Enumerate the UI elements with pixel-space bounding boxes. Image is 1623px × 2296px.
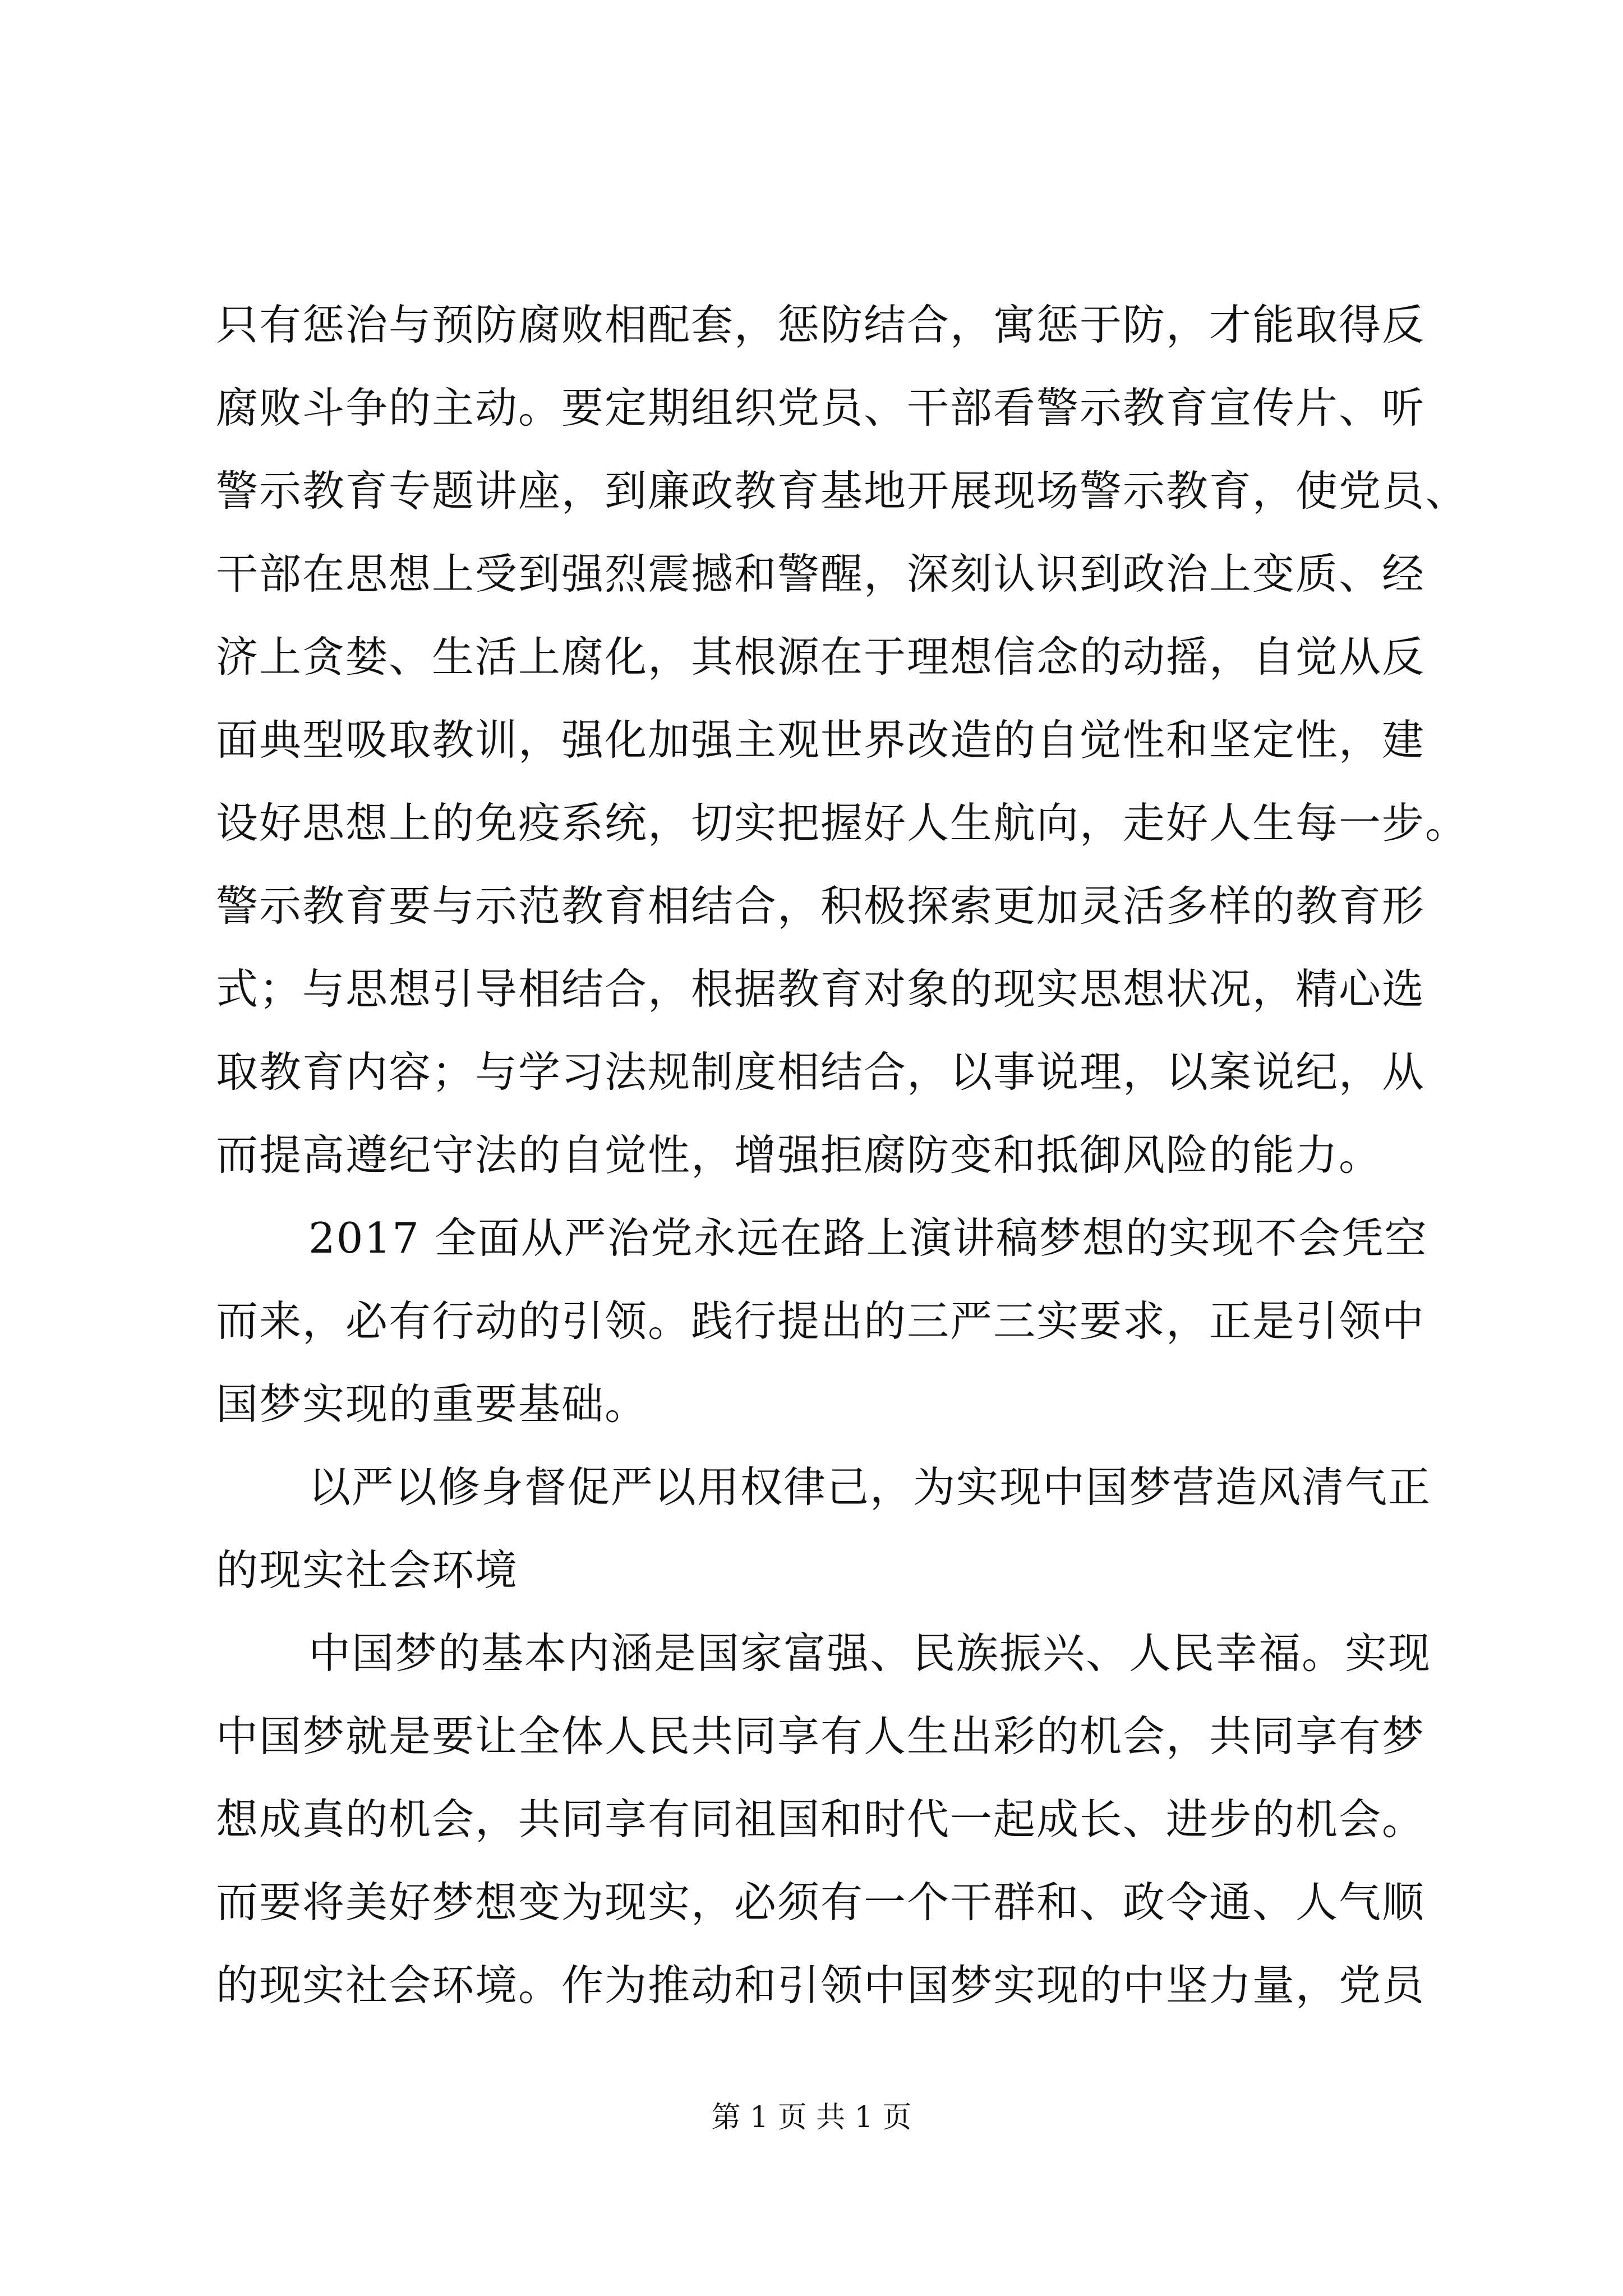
text-line: 取教育内容；与学习法规制度相结合，以事说理，以案说纪，从 — [216, 1047, 1426, 1097]
text-line: 警示教育专题讲座，到廉政教育基地开展现场警示教育，使党员、 — [216, 466, 1469, 516]
section-heading-line: 以严以修身督促严以用权律己，为实现中国梦营造风清气正 — [308, 1462, 1432, 1512]
text-line: 干部在思想上受到强烈震撼和警醒，深刻认识到政治上变质、经 — [216, 549, 1426, 599]
page-number: 第 1 页 共 1 页 — [711, 2101, 912, 2134]
text-line: 而要将美好梦想变为现实，必须有一个干群和、政令通、人气顺 — [216, 1878, 1426, 1927]
paragraph-first-line: 2017 全面从严治党永远在路上演讲稿梦想的实现不会凭空 — [308, 1213, 1428, 1263]
text-line: 腐败斗争的主动。要定期组织党员、干部看警示教育宣传片、听 — [216, 383, 1426, 432]
text-line: 想成真的机会，共同享有同祖国和时代一起成长、进步的机会。 — [216, 1795, 1426, 1844]
paragraph-first-line: 中国梦的基本内涵是国家富强、民族振兴、人民幸福。实现 — [308, 1628, 1432, 1678]
text-line: 而提高遵纪守法的自觉性，增强拒腐防变和抵御风险的能力。 — [216, 1130, 1382, 1180]
text-line: 面典型吸取教训，强化加强主观世界改造的自觉性和坚定性，建 — [216, 715, 1426, 765]
text-line: 式；与思想引导相结合，根据教育对象的现实思想状况，精心选 — [216, 964, 1426, 1014]
text-line: 济上贪婪、生活上腐化，其根源在于理想信念的动摇，自觉从反 — [216, 632, 1426, 682]
text-line: 的现实社会环境。作为推动和引领中国梦实现的中坚力量，党员 — [216, 1961, 1426, 2010]
section-heading-line: 的现实社会环境 — [216, 1545, 519, 1595]
text-line: 只有惩治与预防腐败相配套，惩防结合，寓惩于防，才能取得反 — [216, 300, 1426, 349]
document-body — [216, 283, 1469, 2027]
text-line: 国梦实现的重要基础。 — [216, 1379, 648, 1429]
page-footer — [0, 2098, 1623, 2137]
text-line: 设好思想上的免疫系统，切实把握好人生航向，走好人生每一步。 — [216, 798, 1469, 848]
text-line: 而来，必有行动的引领。践行提出的三严三实要求，正是引领中 — [216, 1296, 1426, 1346]
text-line: 中国梦就是要让全体人民共同享有人生出彩的机会，共同享有梦 — [216, 1711, 1426, 1761]
text-line: 警示教育要与示范教育相结合，积极探索更加灵活多样的教育形 — [216, 881, 1426, 931]
